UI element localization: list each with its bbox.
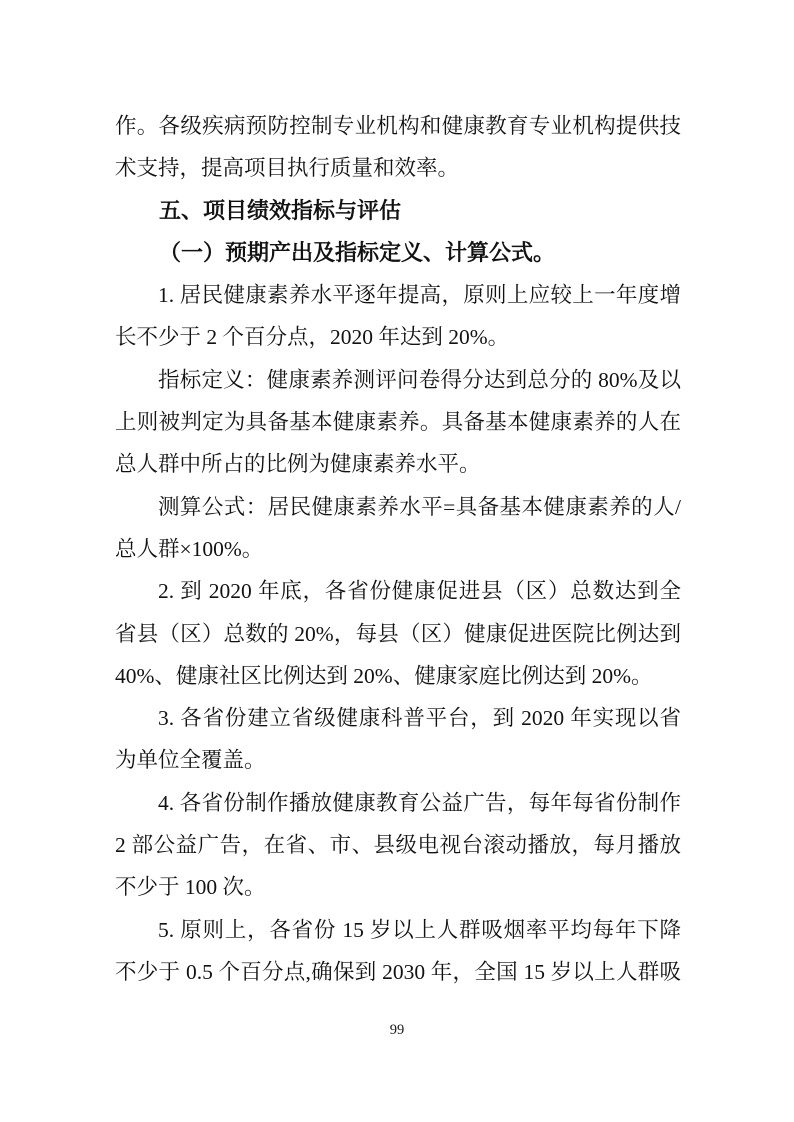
text-line: 2. 到 2020 年底，各省份健康促进县（区）总数达到全 xyxy=(158,579,681,604)
text-line: 3. 各省份建立省级健康科普平台，到 2020 年实现以省 xyxy=(158,706,681,731)
text-line: 总人群中所占的比例为健康素养水平。 xyxy=(115,452,481,477)
text-line: 测算公式：居民健康素养水平=具备基本健康素养的人/ xyxy=(158,494,681,519)
text-line: 不少于 100 次。 xyxy=(115,875,266,900)
text-line: 40%、健康社区比例达到 20%、健康家庭比例达到 20%。 xyxy=(115,663,653,688)
text-line: 五、项目绩效指标与评估 xyxy=(159,197,402,223)
text-line: 2 部公益广告，在省、市、县级电视台滚动播放，每月播放 xyxy=(115,833,681,858)
text-line: 不少于 0.5 个百分点,确保到 2030 年，全国 15 岁以上人群吸 xyxy=(115,959,681,984)
text-line: 为单位全覆盖。 xyxy=(115,748,266,773)
text-line: 术支持，提高项目执行质量和效率。 xyxy=(115,156,460,181)
text-line: 省县（区）总数的 20%，每县（区）健康促进医院比例达到 xyxy=(115,621,681,646)
page-number: 99 xyxy=(389,1022,405,1038)
text-line: 上则被判定为具备基本健康素养。具备基本健康素养的人在 xyxy=(115,410,681,435)
text-line: 5. 原则上，各省份 15 岁以上人群吸烟率平均每年下降 xyxy=(158,917,681,942)
text-line: 长不少于 2 个百分点，2020 年达到 20%。 xyxy=(115,325,510,350)
text-line: 作。各级疾病预防控制专业机构和健康教育专业机构提供技 xyxy=(115,114,681,138)
text-line: 4. 各省份制作播放健康教育公益广告，每年每省份制作 xyxy=(158,790,681,815)
text-line: 1. 居民健康素养水平逐年提高，原则上应较上一年度增 xyxy=(158,283,681,308)
document-content xyxy=(115,105,681,993)
text-line: 总人群×100%。 xyxy=(115,536,264,561)
text-line: （一）预期产出及指标定义、计算公式。 xyxy=(159,239,556,265)
text-line: 指标定义：健康素养测评问卷得分达到总分的 80%及以 xyxy=(158,367,681,392)
